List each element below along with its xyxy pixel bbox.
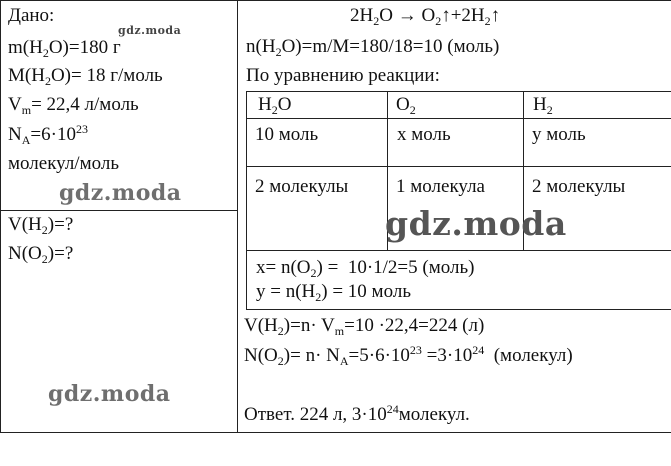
watermark-small: gdz.moda bbox=[118, 24, 182, 37]
watermark-bottom: gdz.moda bbox=[48, 381, 171, 407]
given-avogadro: $N_A=6\cdot 10^{23}$ bbox=[8, 122, 88, 147]
answer-line: Ответ. 224 л, $3\cdot 10^{24}молекул$. bbox=[244, 402, 470, 425]
table-row2-bottom bbox=[246, 250, 671, 251]
find-number-o2: $N(O_2)=$? bbox=[8, 243, 74, 266]
moles-water: $n(H_2O)=m/M=180/18=10$ (моль) bbox=[246, 36, 500, 59]
table-top bbox=[246, 91, 671, 92]
table-header-h2o: $H_2O$ bbox=[258, 94, 292, 117]
left-border bbox=[0, 0, 1, 433]
table-cell-moles-o2: x моль bbox=[397, 124, 451, 145]
bottom-border bbox=[0, 432, 671, 433]
top-border bbox=[0, 0, 671, 1]
table-cell-moles-h2: y моль bbox=[532, 124, 586, 145]
find-volume-h2: $V(H_2)=$? bbox=[8, 214, 74, 237]
table-cell-molecules-h2o: 2 молекулы bbox=[255, 176, 349, 197]
given-mass: $m(H_2O)=180$ г bbox=[8, 37, 121, 60]
column-divider bbox=[237, 0, 238, 433]
given-molar-mass: $M(H_2O)= 18$ г/моль bbox=[8, 65, 163, 88]
given-header: Дано: bbox=[8, 5, 55, 26]
y-calculation: $y = n(H_2) = 10$ моль bbox=[256, 281, 411, 304]
table-cell-molecules-o2: 1 молекула bbox=[396, 176, 485, 197]
volume-result: $V(H_2)=n\cdot V_m=10 \cdot 22,4=224$ (л) bbox=[244, 315, 485, 338]
by-equation-label: По уравнению реакции: bbox=[246, 65, 440, 86]
given-find-divider bbox=[0, 210, 237, 211]
watermark-large: gdz.moda bbox=[385, 204, 567, 243]
given-avogadro-unit: молекул/моль bbox=[8, 153, 119, 174]
table-header-h2: $H_2$ bbox=[533, 94, 553, 117]
table-row1-bottom bbox=[246, 166, 671, 167]
table-cell-moles-h2o: 10 моль bbox=[255, 124, 319, 145]
table-header-bottom bbox=[246, 118, 671, 119]
watermark-medium: gdz.moda bbox=[59, 180, 182, 206]
table-left bbox=[246, 91, 247, 309]
number-result: $N(O_2)= n\cdot N_A=5\cdot 6\cdot 10^{23} =3\cdot 10^{24}$ (молекул) bbox=[244, 343, 573, 368]
table-xy-bottom bbox=[246, 309, 671, 310]
table-header-o2: $O_2$ bbox=[396, 94, 416, 117]
x-calculation: $x= n(O_2) = 10\cdot 1/2=5$ (моль) bbox=[256, 257, 475, 280]
given-molar-volume: $V_m= 22,4$ л/моль bbox=[8, 94, 139, 117]
reaction-equation: $2H_2O$ → $O_2↑+2H_2↑$ bbox=[350, 5, 501, 28]
table-cell-molecules-h2: 2 молекулы bbox=[532, 176, 626, 197]
